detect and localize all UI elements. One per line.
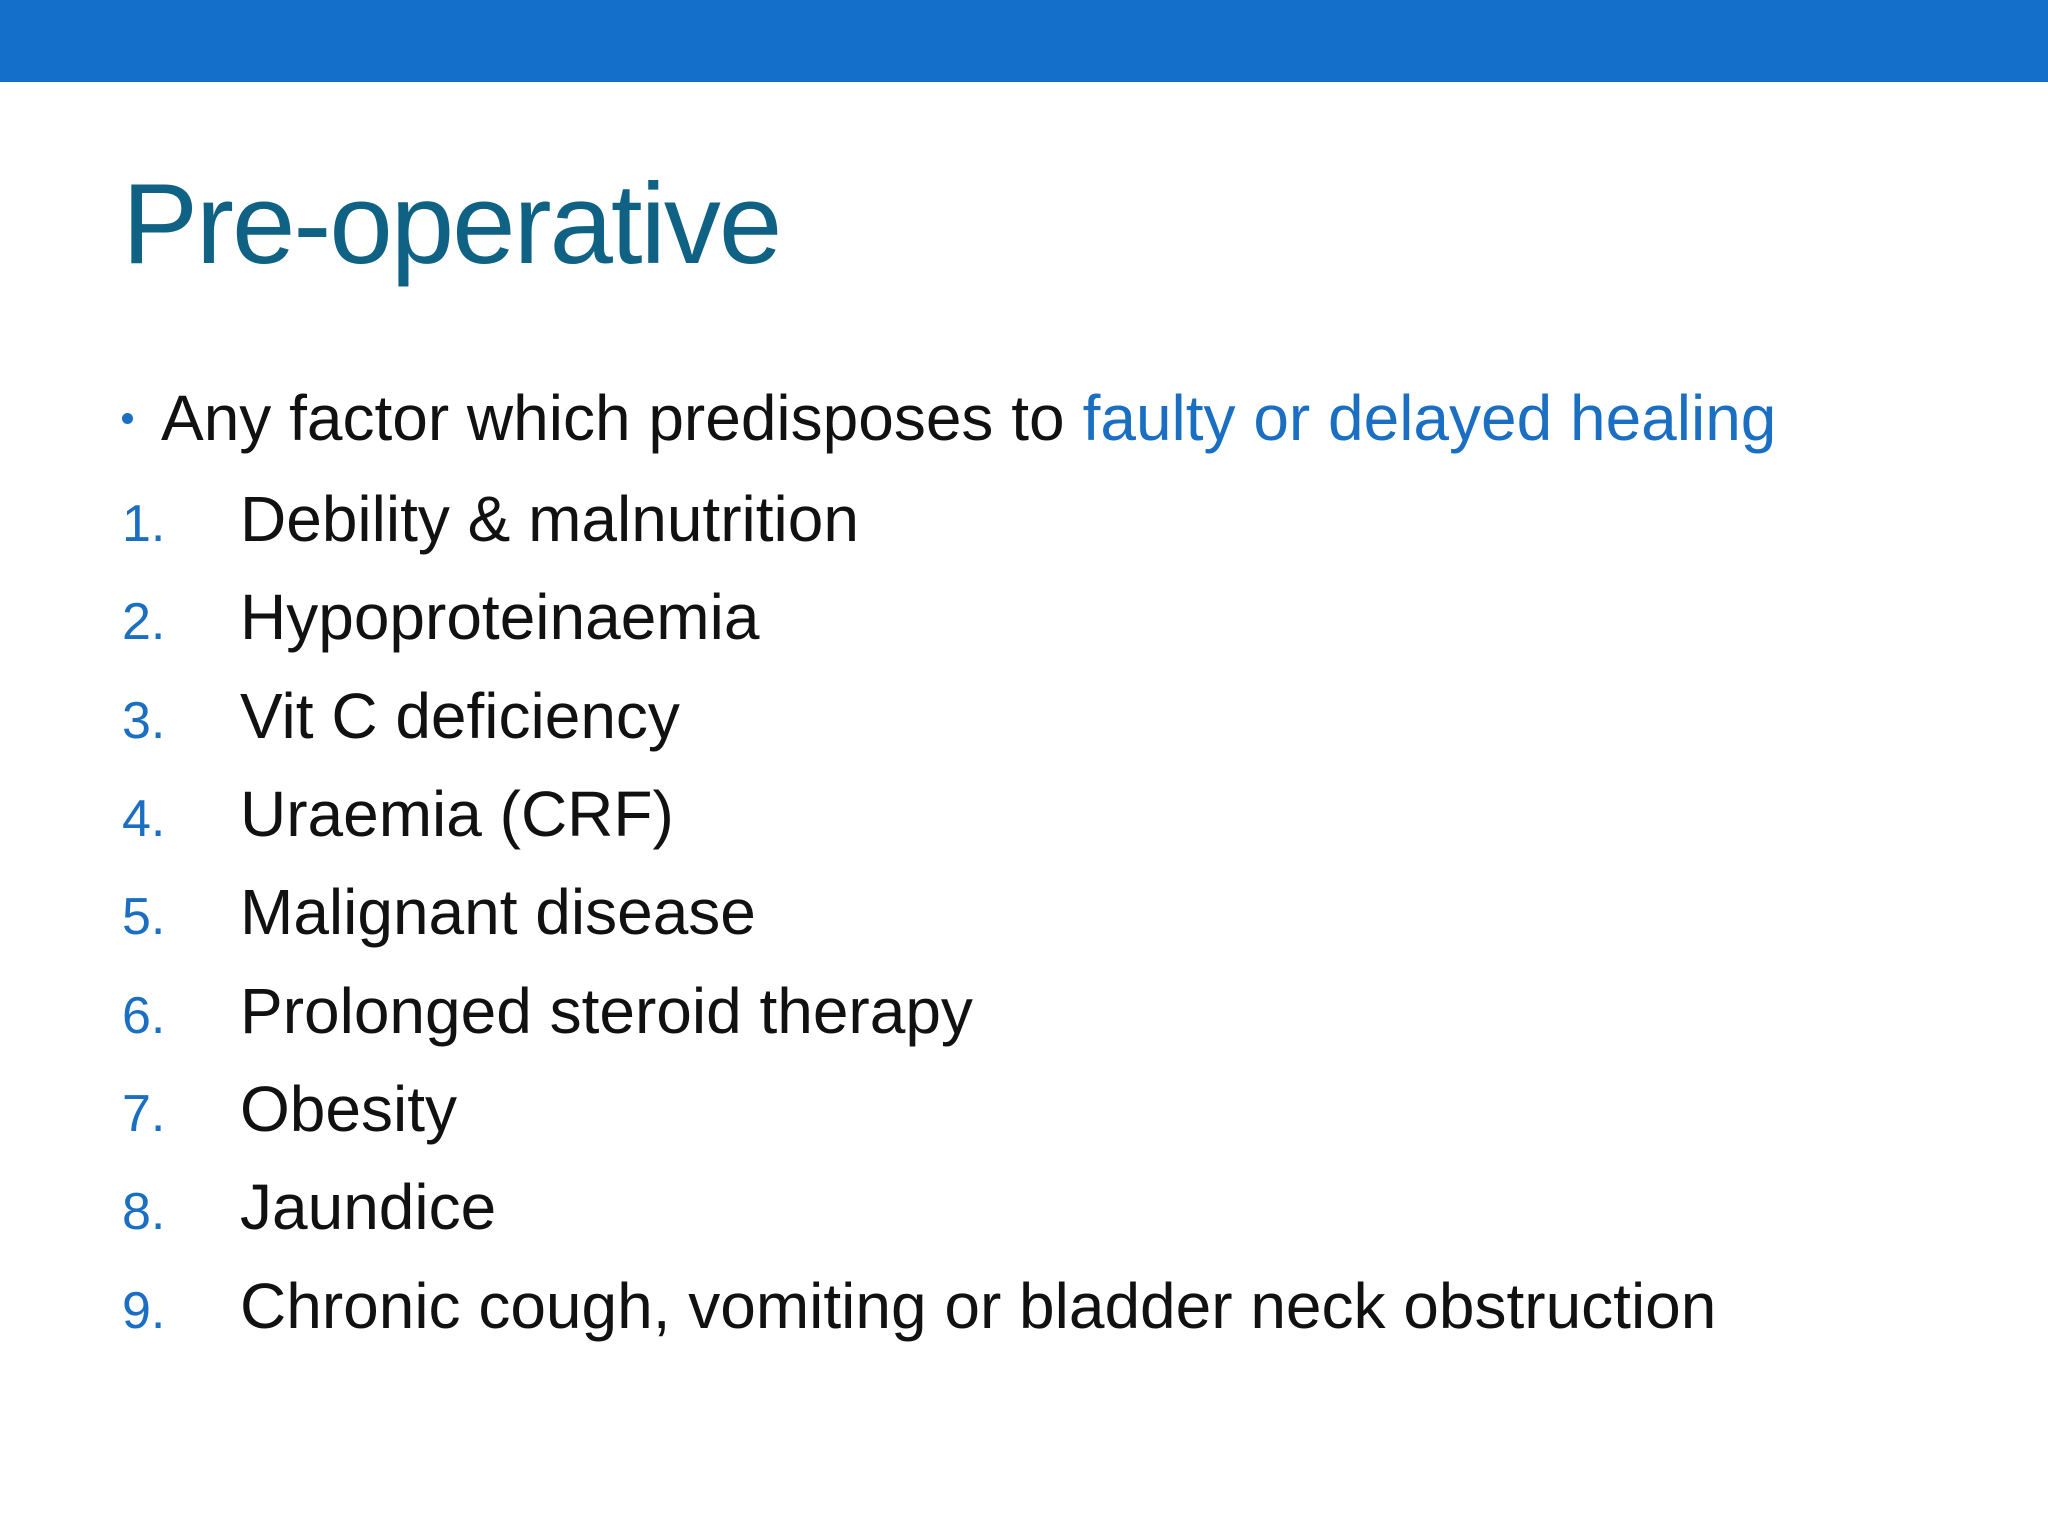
item-number: 8. bbox=[122, 1183, 166, 1242]
item-number: 4. bbox=[122, 790, 166, 849]
item-text: Prolonged steroid therapy bbox=[240, 974, 973, 1047]
list-item bbox=[122, 863, 1716, 961]
intro-bullet bbox=[122, 378, 1776, 458]
list-item bbox=[122, 1060, 1716, 1158]
item-text: Chronic cough, vomiting or bladder neck obstruction bbox=[240, 1269, 1717, 1342]
list-item bbox=[122, 961, 1716, 1059]
intro-highlight: faulty or delayed healing bbox=[1082, 382, 1777, 454]
factor-list bbox=[122, 470, 1716, 1355]
intro-text: Any factor which predisposes to bbox=[161, 382, 1065, 454]
slide-title: Pre-operative bbox=[122, 161, 781, 288]
item-number: 5. bbox=[122, 888, 166, 947]
item-number: 2. bbox=[122, 593, 166, 652]
header-bar bbox=[0, 0, 2048, 82]
list-item bbox=[122, 470, 1716, 568]
item-number: 9. bbox=[122, 1281, 166, 1340]
item-text: Obesity bbox=[240, 1072, 457, 1145]
list-item bbox=[122, 568, 1716, 666]
item-number: 1. bbox=[122, 495, 166, 554]
item-text: Hypoproteinaemia bbox=[240, 581, 760, 654]
item-text: Jaundice bbox=[240, 1171, 497, 1244]
item-number: 3. bbox=[122, 691, 166, 750]
item-text: Debility & malnutrition bbox=[240, 483, 859, 556]
list-item bbox=[122, 1256, 1716, 1354]
list-item bbox=[122, 765, 1716, 863]
item-text: Malignant disease bbox=[240, 876, 756, 949]
item-number: 6. bbox=[122, 986, 166, 1045]
item-text: Vit C deficiency bbox=[240, 679, 680, 752]
item-number: 7. bbox=[122, 1084, 166, 1143]
list-item bbox=[122, 1158, 1716, 1256]
bullet-dot-icon bbox=[122, 413, 133, 424]
list-item bbox=[122, 667, 1716, 765]
item-text: Uraemia (CRF) bbox=[240, 778, 674, 851]
